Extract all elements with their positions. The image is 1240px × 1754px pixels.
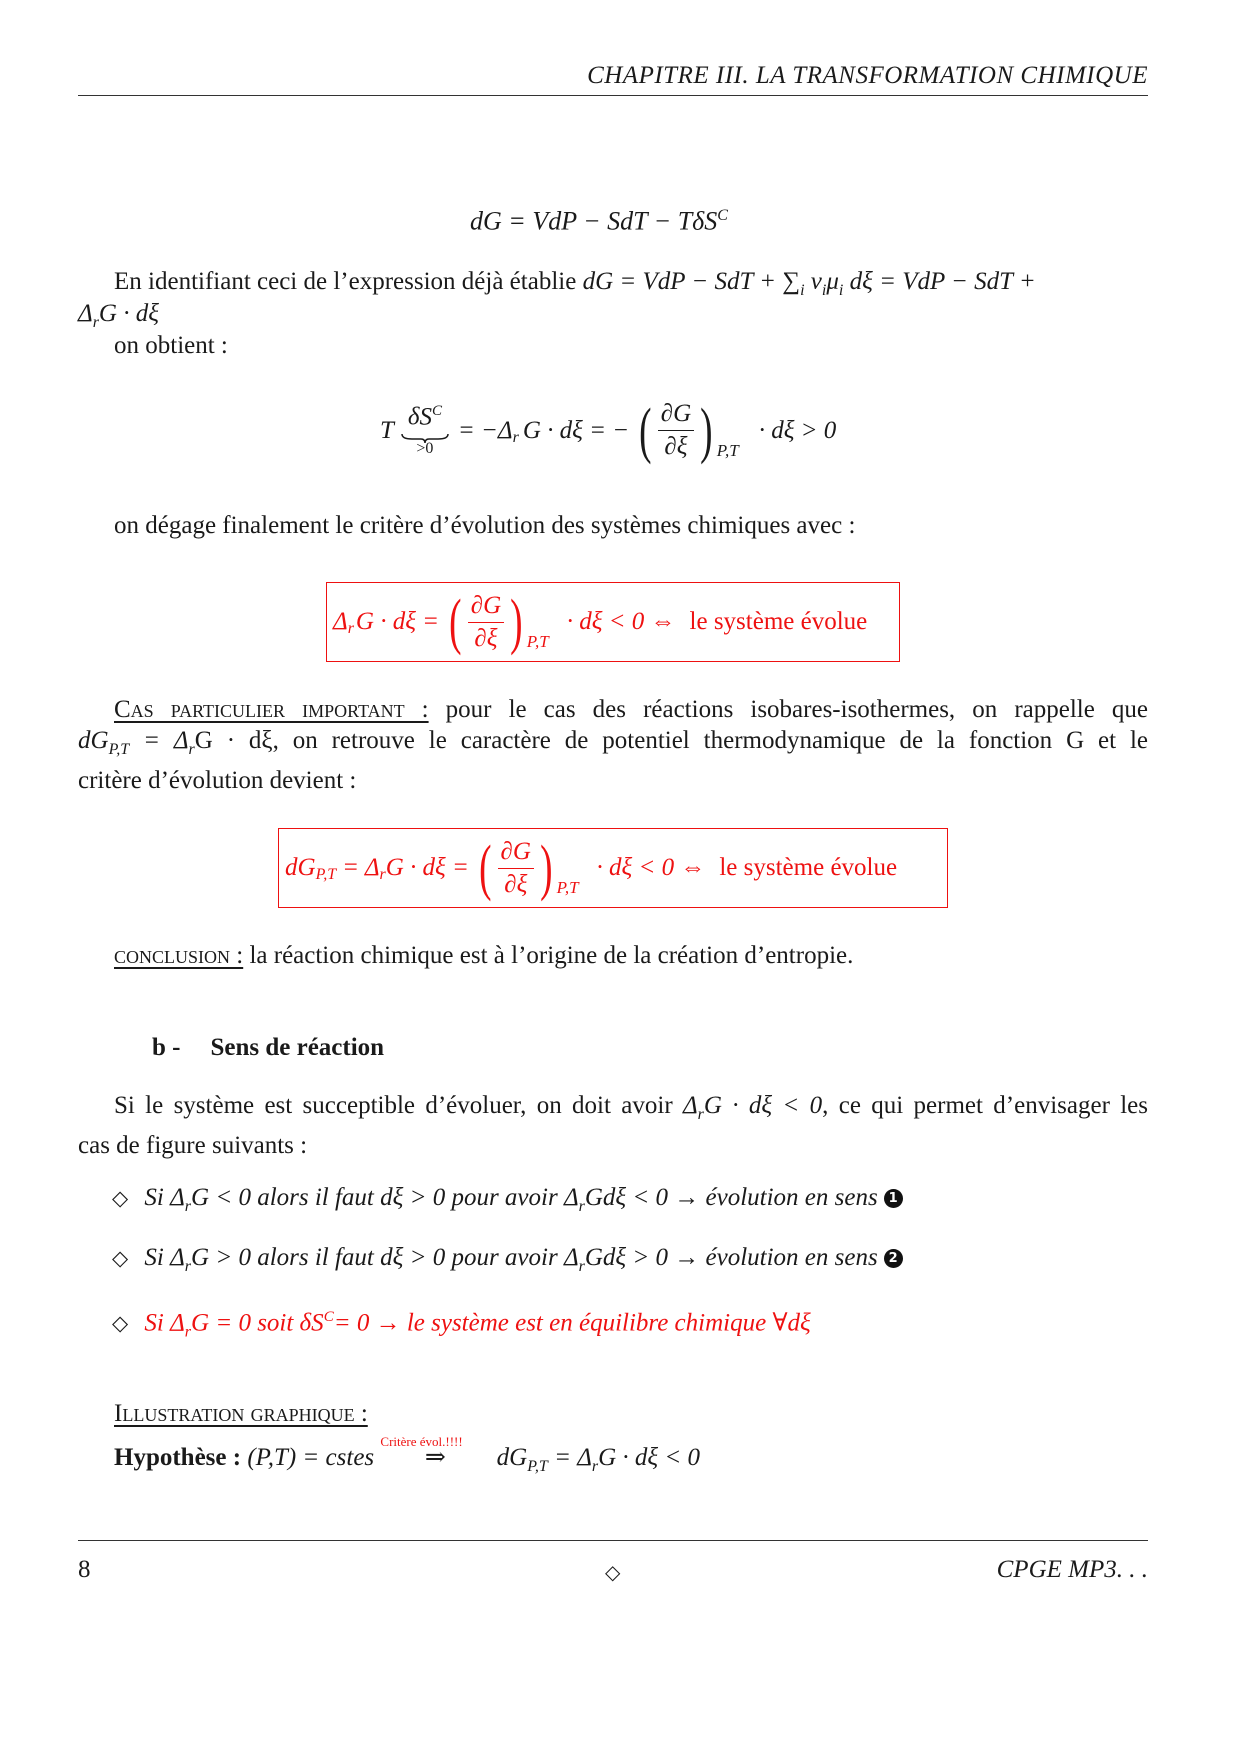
special-case-text4: critère d’évolution devient : <box>78 767 357 794</box>
equation-dg-text: dG = VdP − SdT − TδS <box>470 206 718 236</box>
frac-numerator: ∂G <box>658 398 694 431</box>
bullet-sub2: r <box>578 1258 585 1275</box>
bullet-sub2: r <box>578 1198 585 1215</box>
paragraph-identification-math-end: dξ = VdP − SdT + <box>849 268 1036 295</box>
box2-left-paren: ( <box>479 834 492 902</box>
paragraph-identification-text: En identifiant ceci de l’expression déjà établie <box>114 268 577 295</box>
eq2-mid-sub: r <box>512 428 519 446</box>
special-case-text3: G · dξ, on retrouve le caractère de potentiel thermodynamique de la fonction G et le <box>194 727 1149 754</box>
hypothesis-math: (P,T) = cstes <box>247 1444 375 1471</box>
eq2-T: T <box>380 416 394 444</box>
eq2-mid2: G · dξ = − <box>522 416 630 444</box>
sense-one-badge: 1 <box>884 1189 903 1208</box>
footer-rule <box>78 1540 1148 1541</box>
bullet-cond: G > 0 alors il faut dξ > 0 pour avoir Δ <box>191 1244 579 1271</box>
eq2-sup: C <box>431 403 442 420</box>
paragraph-identification-math: dG = VdP − SdT + ∑ <box>582 268 801 295</box>
special-case-delta-sub: r <box>188 741 195 758</box>
isobaric-criterion-box <box>278 828 948 908</box>
arrow-note: Critère évol.!!!! <box>380 1434 463 1449</box>
box1-delta: Δ <box>333 608 348 635</box>
box2-tail: · dξ < 0 ⇔ <box>596 854 706 881</box>
bullet-cond2: Gdξ < 0 → évolution en sens <box>584 1184 878 1211</box>
paragraph-sens-text3: cas de figure suivants : <box>78 1132 308 1159</box>
chapter-title: CHAPITRE III. LA TRANSFORMATION CHIMIQUE <box>587 62 1148 89</box>
left-paren: ( <box>639 396 652 465</box>
box1-delta-sub: r <box>347 620 354 637</box>
nu-sub: i <box>821 282 827 299</box>
page-number: 8 <box>78 1556 91 1583</box>
section-heading <box>152 1034 384 1062</box>
bullet3-sup: C <box>323 1309 334 1325</box>
box2-eq: = Δ <box>342 854 380 881</box>
nu-symbol: ν <box>810 268 822 295</box>
section-letter: b - <box>152 1034 181 1061</box>
mu-sub: i <box>838 282 844 299</box>
paragraph-sens <box>78 1090 1148 1161</box>
box2-denominator: ∂ξ <box>504 870 528 898</box>
equation-dg-sup: C <box>717 207 728 224</box>
list-item <box>112 1302 811 1347</box>
eq2-sub: P,T <box>716 440 739 460</box>
diamond-icon: ◇ <box>112 1186 129 1210</box>
bullet-si: Si Δ <box>144 1184 185 1211</box>
footer-course: CPGE MP3. . . <box>996 1556 1148 1583</box>
box1-sub: P,T <box>526 632 549 651</box>
box2-dg: dG <box>285 854 316 881</box>
bullet3-sub: r <box>184 1323 192 1341</box>
underbrace-label: >0 <box>416 439 434 457</box>
hypothesis-dg-sub: P,T <box>527 1458 548 1475</box>
diamond-icon: ◇ <box>112 1246 129 1270</box>
eq2-tail: · dξ > 0 <box>758 416 837 444</box>
section-title: Sens de réaction <box>210 1034 385 1061</box>
paragraph-sens-delta-sub: r <box>697 1106 704 1123</box>
special-case-label: Cas particulier important : <box>114 696 429 723</box>
hypothesis-eq-sub: r <box>591 1458 599 1475</box>
footer-diamond-icon: ◇ <box>605 1560 621 1584</box>
bullet3-cond: G = 0 soit δS <box>191 1309 324 1337</box>
box1-numerator: ∂G <box>468 590 504 623</box>
sense-two-badge: 2 <box>884 1249 903 1268</box>
paragraph-sens-delta: Δ <box>682 1092 698 1119</box>
right-paren: ) <box>700 396 713 465</box>
eq2-mid: = −Δ <box>457 416 513 444</box>
arrow-group <box>380 1434 490 1473</box>
illustration-label <box>114 1398 368 1429</box>
eq2-dS: δS <box>407 403 432 431</box>
box2-numerator: ∂G <box>498 836 534 869</box>
mu-symbol: μ <box>826 268 839 295</box>
bullet-cond2: Gdξ > 0 → évolution en sens <box>584 1244 878 1271</box>
bullet-cond: G < 0 alors il faut dξ > 0 pour avoir Δ <box>191 1184 579 1211</box>
hypothesis-dg: dG <box>496 1444 528 1471</box>
implies-arrow: ⇒ <box>424 1444 446 1471</box>
paragraph-identification-line2-math: G · dξ <box>98 300 159 327</box>
box1-left-paren: ( <box>449 588 462 656</box>
special-case-text1: pour le cas des réactions isobares-isothermes, on rappelle que <box>445 696 1148 723</box>
box1-lhs: G · dξ = <box>355 608 440 635</box>
paragraph-identification <box>114 266 1148 306</box>
hypothesis-line <box>114 1434 700 1482</box>
list-item <box>112 1182 903 1222</box>
hypothesis-eq: = Δ <box>554 1444 592 1471</box>
box1-tail: · dξ < 0 ⇔ <box>566 608 676 635</box>
paragraph-sens-text1: Si le système est succeptible d’évoluer, on doit avoir <box>114 1092 673 1119</box>
bullet-si: Si Δ <box>144 1244 185 1271</box>
sum-index: i <box>800 282 805 299</box>
hypothesis-label: Hypothèse : <box>114 1444 242 1471</box>
conclusion-text: la réaction chimique est à l’origine de la création d’entropie. <box>249 942 854 969</box>
header-rule <box>78 95 1148 96</box>
bullet-sub: r <box>184 1198 192 1215</box>
box2-text: le système évolue <box>719 854 898 881</box>
obtain-text: on obtient : <box>114 332 228 359</box>
box2-fraction <box>498 836 534 901</box>
bullet3-si: Si Δ <box>144 1309 185 1337</box>
box2-dg-sub: P,T <box>315 866 337 883</box>
paragraph-sens-text2: , ce qui permet d’envisager les <box>822 1092 1149 1119</box>
underbrace-group <box>400 403 450 457</box>
frac-denominator: ∂ξ <box>664 433 688 460</box>
box1-denominator: ∂ξ <box>474 624 498 652</box>
paragraph-identification-line2: $\Delta_rG \cdot d\xi$ <box>78 300 159 331</box>
diamond-icon: ◇ <box>112 1311 129 1336</box>
special-case-paragraph <box>78 694 1148 796</box>
bullet-sub: r <box>184 1258 192 1275</box>
equation-dg <box>470 200 728 237</box>
conclusion-paragraph <box>114 940 853 971</box>
special-case-dg: dG <box>78 727 109 754</box>
criterion-box <box>326 582 900 662</box>
equation-entropy <box>380 398 836 463</box>
paragraph-criterion: on dégage finalement le critère d’évolution des systèmes chimiques avec : <box>114 512 856 539</box>
bullet3-cond2: = 0 → le système est en équilibre chimique ∀dξ <box>333 1309 811 1337</box>
partial-fraction <box>658 398 694 463</box>
box2-right-paren: ) <box>540 834 553 902</box>
box2-eq2: G · dξ = <box>385 854 469 881</box>
conclusion-label: conclusion : <box>114 942 244 969</box>
hypothesis-rhs: G · dξ < 0 <box>598 1444 700 1471</box>
box1-text: le système évolue <box>689 608 868 635</box>
list-item <box>112 1242 903 1282</box>
box1-right-paren: ) <box>510 588 523 656</box>
box2-eq-sub: r <box>379 866 386 883</box>
special-case-dg-sub: P,T <box>108 741 130 758</box>
paragraph-sens-math: G · dξ < 0 <box>703 1092 823 1119</box>
special-case-delta: = Δ <box>143 727 189 754</box>
box2-sub: P,T <box>556 878 579 897</box>
box1-fraction <box>468 590 504 655</box>
illustration-label-text: Illustration graphique : <box>114 1400 368 1427</box>
